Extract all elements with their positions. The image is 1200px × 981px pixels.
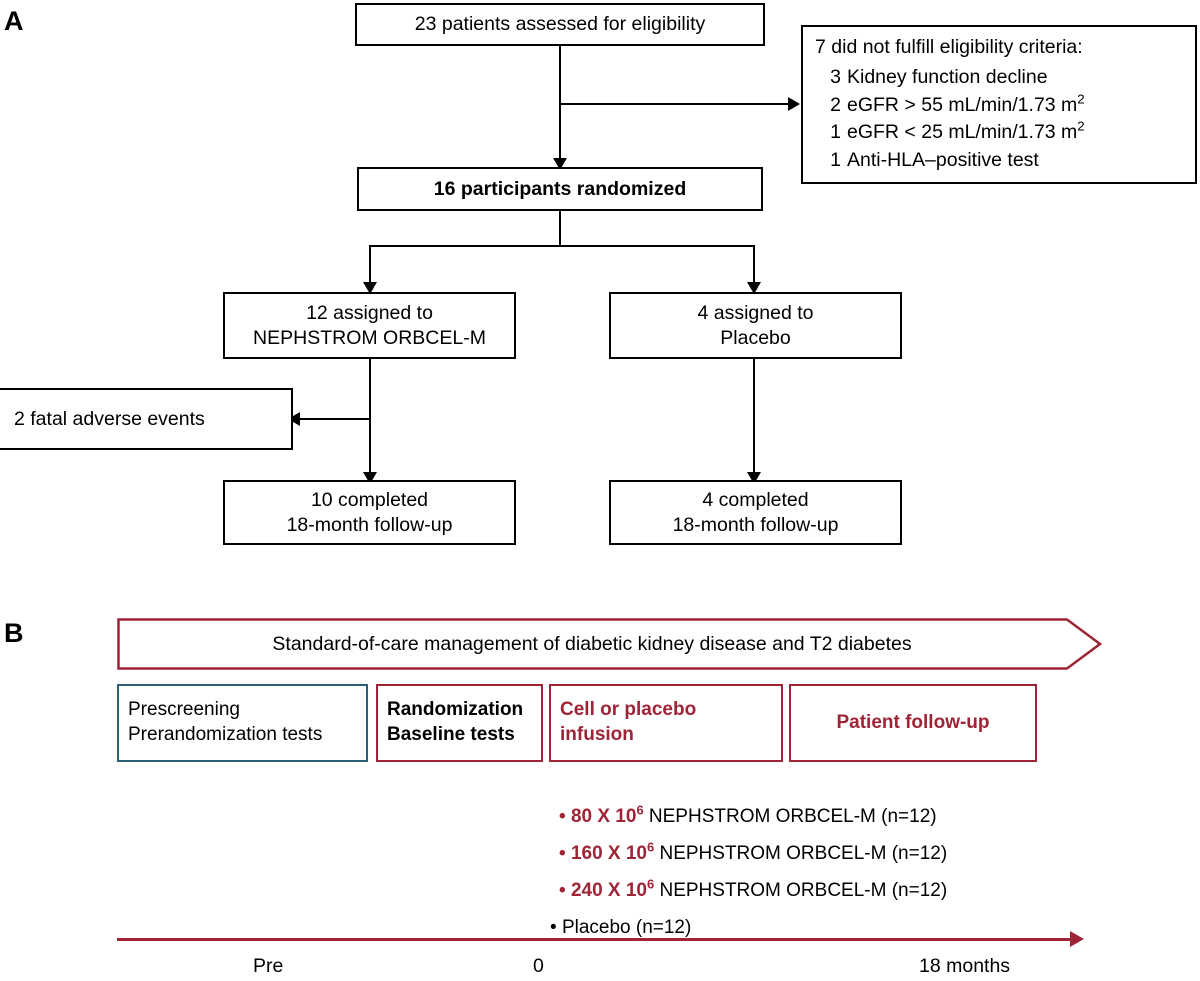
- dose-annotation-3: [559, 876, 948, 902]
- box-assigned-treatment-line1: 12 assigned to: [306, 301, 433, 324]
- dose-bullet-2: •: [559, 843, 566, 864]
- excluded-item-2: [815, 92, 1085, 120]
- phase-prescreening-line2: Prerandomization tests: [128, 724, 323, 745]
- box-completed-treatment: [223, 480, 516, 545]
- connector-to-adverse-events: [300, 418, 369, 420]
- box-assessed-for-eligibility: [355, 3, 765, 46]
- dose-annotation-placebo: [550, 917, 691, 939]
- box-assigned-placebo-line2: Placebo: [720, 326, 791, 349]
- excluded-item-2-text: eGFR > 55 mL/min/1.73 $m^2$: [847, 91, 1085, 116]
- dose-annotation-1: [559, 802, 937, 828]
- excluded-item-4: [815, 147, 1085, 175]
- excluded-list: [815, 34, 1085, 174]
- arrow-to-excluded: [788, 97, 800, 111]
- phase-randomization-line1: Randomization: [387, 699, 524, 721]
- box-randomized: [357, 167, 763, 211]
- phase-box-prescreening: [117, 684, 368, 762]
- timeline-axis: [117, 938, 1072, 941]
- dose-annotation-2: [559, 839, 948, 865]
- phase-infusion-line2: infusion: [560, 724, 634, 745]
- dose-value-3: 240 X $10^6$: [570, 876, 655, 901]
- connector-to-excluded: [559, 103, 789, 105]
- connector-to-treatment-arm: [369, 245, 371, 285]
- standard-of-care-banner: [117, 618, 1102, 670]
- excluded-item-4-text: Anti-HLA–positive test: [847, 149, 1039, 172]
- box-completed-placebo-line1: 4 completed: [702, 488, 809, 511]
- dose-value-2: 160 X $10^6$: [570, 839, 655, 864]
- phase-box-randomization: [376, 684, 543, 762]
- box-assigned-treatment-line2: NEPHSTROM ORBCEL-M: [253, 326, 486, 349]
- box-completed-placebo-line2: 18-month follow-up: [672, 513, 839, 536]
- dose-label-1: NEPHSTROM ORBCEL-M (n=12): [648, 806, 937, 827]
- excluded-heading: 7 did not fulfill eligibility criteria:: [815, 36, 1083, 59]
- box-randomized-label: 16 participants randomized: [433, 177, 687, 200]
- excluded-item-1: [815, 64, 1085, 92]
- connector-placebo-to-completed: [753, 359, 755, 475]
- excluded-item-1-count: 3: [830, 65, 841, 88]
- box-completed-placebo: [609, 480, 902, 545]
- excluded-item-2-count: 2: [830, 93, 841, 116]
- phase-randomization-line2: Baseline tests: [387, 724, 515, 745]
- dose-label-2: NEPHSTROM ORBCEL-M (n=12): [659, 843, 948, 864]
- dose-bullet-4: •: [550, 917, 557, 938]
- timeline-axis-arrow: [1070, 931, 1084, 947]
- tick-label-zero: 0: [533, 955, 544, 977]
- box-completed-treatment-line2: 18-month follow-up: [286, 513, 453, 536]
- excluded-item-4-count: 1: [830, 149, 841, 172]
- panel-b-letter: B: [4, 618, 24, 648]
- phase-box-followup: [789, 684, 1037, 762]
- excluded-item-3-text: eGFR < 25 mL/min/1.73 $m^2$: [847, 118, 1085, 144]
- tick-label-18-months: 18 months: [919, 955, 1011, 977]
- box-adverse-events-label: 2 fatal adverse events: [14, 407, 205, 430]
- banner-label: Standard-of-care management of diabetic kidney disease and T2 diabetes: [272, 632, 912, 655]
- dose-value-1: 80 X $10^6$: [570, 802, 644, 827]
- connector-randomized-split: [369, 245, 755, 247]
- dose-bullet-3: •: [559, 880, 566, 901]
- box-assessed-label: 23 patients assessed for eligibility: [414, 13, 706, 36]
- dose-bullet-1: •: [559, 806, 566, 827]
- phase-prescreening-line1: Prescreening: [128, 699, 240, 721]
- box-adverse-events: [0, 388, 293, 450]
- excluded-item-3-count: 1: [830, 121, 841, 144]
- phase-box-infusion: [549, 684, 783, 762]
- panel-a-letter: A: [4, 6, 24, 36]
- excluded-item-1-text: Kidney function decline: [847, 65, 1048, 88]
- box-completed-treatment-line1: 10 completed: [310, 488, 429, 511]
- tick-label-pre: Pre: [253, 955, 284, 977]
- dose-label-3: NEPHSTROM ORBCEL-M (n=12): [659, 880, 948, 901]
- box-assigned-placebo: [609, 292, 902, 359]
- box-assigned-placebo-line1: 4 assigned to: [697, 301, 814, 324]
- connector-randomized-stem: [559, 211, 561, 246]
- phase-followup-line1: Patient follow-up: [836, 711, 990, 733]
- connector-to-placebo-arm: [753, 245, 755, 285]
- box-assigned-treatment: [223, 292, 516, 359]
- dose-label-4: Placebo (n=12): [561, 917, 692, 938]
- box-excluded: [801, 25, 1197, 184]
- excluded-item-3: [815, 119, 1085, 147]
- connector-treatment-to-completed: [369, 359, 371, 475]
- phase-infusion-line1: Cell or placebo: [560, 699, 697, 721]
